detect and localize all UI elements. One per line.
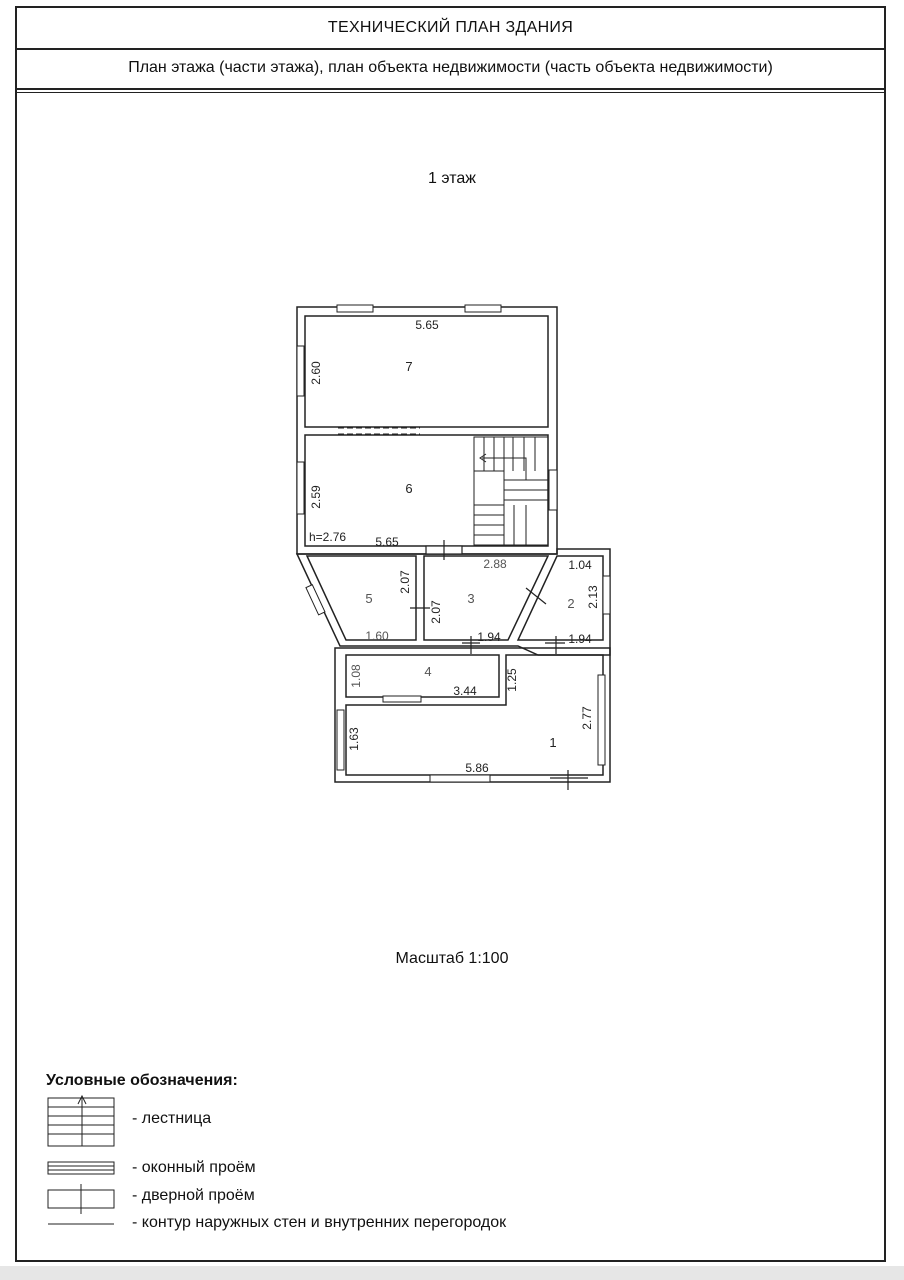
legend-window-label: - оконный проём: [132, 1159, 256, 1176]
dim-r3-bottom: 1.94: [477, 630, 501, 644]
dim-r2-height: 2.13: [586, 585, 600, 609]
legend-wall-label: - контур наружных стен и внутренних перегородок: [132, 1214, 507, 1231]
room-3-label: 3: [467, 591, 475, 606]
bottom-strip: [0, 1266, 904, 1280]
stair-icon: [48, 1096, 114, 1146]
middle-block-outline: [297, 549, 610, 655]
legend-stair-label: - лестница: [132, 1110, 212, 1127]
room-1-label: 1: [549, 735, 557, 750]
staircase: [474, 437, 548, 545]
window-opening: [383, 696, 421, 702]
legend-title: Условные обозначения:: [46, 1072, 238, 1089]
ceiling-height: h=2.76: [309, 530, 347, 544]
dim-r1-mid: 1.25: [505, 668, 519, 692]
room-7-outline: [305, 316, 548, 427]
dim-r1-left: 1.63: [347, 727, 361, 751]
room-6-label: 6: [405, 481, 413, 496]
scale-label: Масштаб 1:100: [395, 950, 509, 967]
floor-label: 1 этаж: [428, 170, 476, 187]
dim-r4-height: 1.08: [349, 664, 363, 688]
window-opening: [297, 346, 304, 396]
dim-r4-width: 3.44: [453, 684, 477, 698]
window-opening: [465, 305, 501, 312]
window-opening: [549, 470, 557, 510]
room-5-label: 5: [365, 591, 373, 606]
window-opening: [337, 305, 373, 312]
room-1-outline: [346, 655, 603, 775]
document-subtitle: План этажа (части этажа), план объекта недвижимости (часть объекта недвижимости): [17, 48, 884, 90]
dim-r5-bottom: 1.60: [365, 629, 389, 643]
window-opening: [337, 710, 344, 770]
upper-block-outline: [297, 307, 557, 554]
dim-r2-top: 1.04: [568, 558, 592, 572]
room-2-label: 2: [567, 596, 575, 611]
dim-r6-height: 2.59: [309, 485, 323, 509]
room-4-label: 4: [424, 664, 432, 679]
door-opening-icon: [48, 1184, 114, 1214]
dim-r3-top: 2.88: [483, 557, 507, 571]
dim-r6-width: 5.65: [375, 535, 399, 549]
dim-r7-height: 2.60: [309, 361, 323, 385]
dim-r2-bottom: 1.94: [568, 632, 592, 646]
dim-r1-width: 5.86: [465, 761, 489, 775]
window-opening: [598, 675, 605, 765]
legend-door-label: - дверной проём: [132, 1187, 255, 1204]
room-7-label: 7: [405, 359, 413, 374]
dim-r3-height: 2.07: [429, 600, 443, 624]
room-5-outline: [307, 556, 416, 640]
window-opening-icon: [48, 1162, 114, 1174]
dim-r1-right: 2.77: [580, 706, 594, 730]
dim-r7-width: 5.65: [415, 318, 439, 332]
window-opening: [430, 775, 490, 782]
document-title: ТЕХНИЧЕСКИЙ ПЛАН ЗДАНИЯ: [17, 8, 884, 50]
window-opening: [603, 576, 610, 614]
window-opening: [297, 462, 304, 514]
dim-r5-height: 2.07: [398, 570, 412, 594]
